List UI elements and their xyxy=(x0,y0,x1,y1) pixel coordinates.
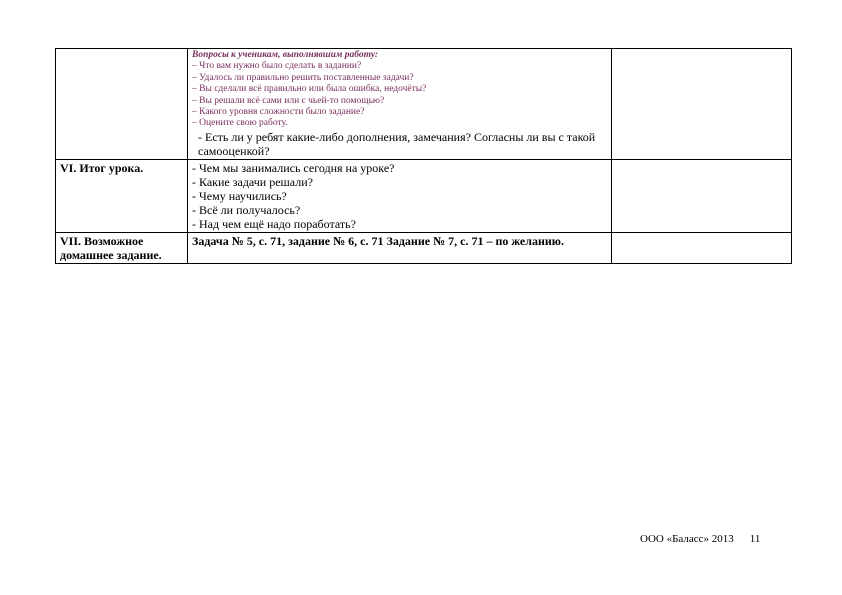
stage-cell xyxy=(56,232,188,263)
content-cell xyxy=(188,232,612,263)
summary-item: - Над чем ещё надо поработать? xyxy=(192,216,356,231)
stage-cell xyxy=(56,159,188,232)
table-row-summary xyxy=(56,159,792,232)
question-item: – Какого уровня сложности было задание? xyxy=(192,107,365,118)
notes-cell xyxy=(612,49,792,160)
summary-item: - Какие задачи решали? xyxy=(192,174,313,189)
stage-label: VII. Возможное домашнее задание. xyxy=(60,233,162,262)
summary-item: - Чем мы занимались сегодня на уроке? xyxy=(192,160,395,175)
questions-heading: Вопросы к ученикам, выполнявшим работу: xyxy=(192,50,379,60)
question-item: – Оцените свою работу. xyxy=(192,118,288,129)
content-cell xyxy=(188,49,612,160)
question-item: – Вы решали всё сами или с чьей-то помощью? xyxy=(192,95,385,106)
question-item: – Удалось ли правильно решить поставленные задачи? xyxy=(192,72,414,83)
stage-cell xyxy=(56,49,188,160)
content-cell xyxy=(188,159,612,232)
table-row-reflection xyxy=(56,49,792,160)
followup-question: - Есть ли у ребят какие-либо дополнения, замечания? Согласны ли вы с такой самооценкой? xyxy=(198,129,596,158)
summary-item: - Чему научились? xyxy=(192,188,287,203)
table-row-homework xyxy=(56,232,792,263)
page-number: 11 xyxy=(749,533,761,545)
publisher-label: ООО «Баласс» 2013 xyxy=(640,533,734,545)
homework-text: Задача № 5, с. 71, задание № 6, с. 71 Задание № 7, с. 71 – по желанию. xyxy=(192,233,564,248)
notes-cell xyxy=(612,232,792,263)
notes-cell xyxy=(612,159,792,232)
lesson-table xyxy=(55,48,792,264)
question-item: – Вы сделали всё правильно или была ошибка, недочёты? xyxy=(192,84,427,95)
question-item: – Что вам нужно было сделать в задании? xyxy=(192,61,362,72)
page-footer xyxy=(640,533,760,545)
summary-item: - Всё ли получалось? xyxy=(192,202,301,217)
questions-block xyxy=(192,50,608,130)
stage-label: VI. Итог урока. xyxy=(60,160,144,175)
